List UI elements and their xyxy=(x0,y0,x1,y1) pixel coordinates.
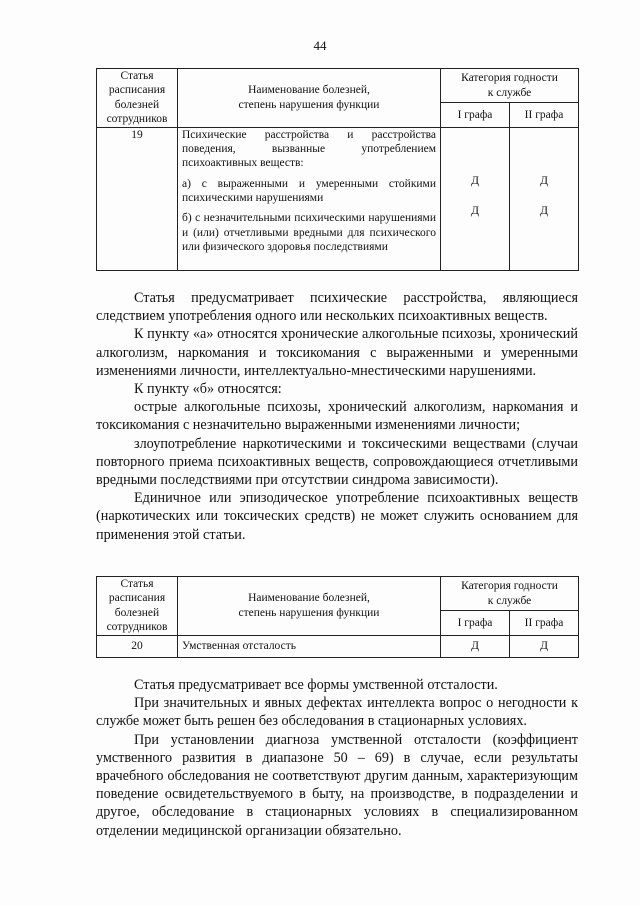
header-category xyxy=(441,69,579,103)
paragraph: Единичное или эпизодическое употребление психоактивных веществ (наркотических или токсических средств) не может служить основанием для применения этой статьи. xyxy=(96,490,578,543)
header-disease-name-line2: степень нарушения функции xyxy=(238,606,380,619)
page-number: 44 xyxy=(313,38,327,53)
graph-2-value-a: Д xyxy=(540,174,548,187)
header-category-line1: Категория годности xyxy=(461,580,558,593)
disease-table-article-19 xyxy=(96,68,579,271)
header-disease-name-line1: Наименование болезней, xyxy=(248,592,370,605)
header-disease-name-line2: степень нарушения функции xyxy=(238,98,380,111)
paragraph: Статья предусматривает психические расстройства, являющиеся следствием употребления одного или нескольких психоактивных веществ. xyxy=(96,290,578,325)
paragraph: При установлении диагноза умственной отсталости (коэффициент умственного развития в диапазоне 50 – 69) в случае, если результаты врачебного обследования не соответствуют другим данным, характеризующим поведение освидетельствуемого в быту, на производстве, в подразделении и другое, обследование в стационарных условиях в специализированном отделении медицинской организации обязательно. xyxy=(96,731,578,839)
disease-item-a: а) с выраженными и умеренными стойкими психическими нарушениями xyxy=(182,177,436,204)
article-20-explanation xyxy=(96,676,578,840)
graph-2-value: Д xyxy=(510,635,579,657)
header-disease-name xyxy=(178,577,441,636)
disease-description xyxy=(178,127,441,270)
header-disease-name xyxy=(178,69,441,128)
paragraph: К пункту «б» относятся: xyxy=(134,381,282,398)
paragraph: острые алкогольные психозы, хронический алкоголизм, наркомания и токсикомания с незначительно выраженными изменениями личности; xyxy=(96,399,578,434)
header-article: Статья расписания болезней сотрудников xyxy=(97,577,178,636)
graph-1-value-a: Д xyxy=(471,174,479,187)
disease-item-b: б) с незначительными психическими нарушениями и (или) отчетливыми вредными для психического или физического здоровья последствиями xyxy=(182,212,436,254)
paragraph: Статья предусматривает все формы умственной отсталости. xyxy=(134,677,498,693)
article-number: 19 xyxy=(97,127,178,270)
article-19-explanation xyxy=(96,289,578,544)
disease-intro: Психические расстройства и расстройства поведения, вызванные употреблением психоактивных веществ: xyxy=(182,128,436,170)
article-number: 20 xyxy=(97,635,178,657)
header-category-line2: к службе xyxy=(487,86,532,99)
header-graph-2: II графа xyxy=(510,611,579,635)
disease-description: Умственная отсталость xyxy=(178,635,441,657)
header-graph-1: I графа xyxy=(441,611,510,635)
graph-2-values xyxy=(510,127,579,270)
graph-1-value: Д xyxy=(441,635,510,657)
paragraph: При значительных и явных дефектах интеллекта вопрос о негодности к службе может быть решен без обследования в стационарных условиях. xyxy=(96,695,578,730)
header-article: Статья расписания болезней сотрудников xyxy=(97,69,178,128)
header-category xyxy=(441,577,579,611)
header-graph-2: II графа xyxy=(510,103,579,127)
graph-1-values xyxy=(441,127,510,270)
graph-2-value-b: Д xyxy=(540,204,548,217)
header-category-line2: к службе xyxy=(487,594,532,607)
graph-1-value-b: Д xyxy=(471,204,479,217)
paragraph: К пункту «а» относятся хронические алкогольные психозы, хронический алкоголизм, наркомания и токсикомания с выраженными и умеренными изменениями личности, интеллектуально-мнестическими нарушениями. xyxy=(96,326,578,379)
header-graph-1: I графа xyxy=(441,103,510,127)
disease-table-article-20 xyxy=(96,576,579,658)
paragraph: злоупотребление наркотическими и токсическими веществами (случаи повторного приема психоактивных веществ, сопровождающиеся отчетливыми вредными последствиями при отсутствии синдрома зависимости). xyxy=(96,435,578,489)
header-disease-name-line1: Наименование болезней, xyxy=(248,84,370,97)
header-category-line1: Категория годности xyxy=(461,72,558,85)
